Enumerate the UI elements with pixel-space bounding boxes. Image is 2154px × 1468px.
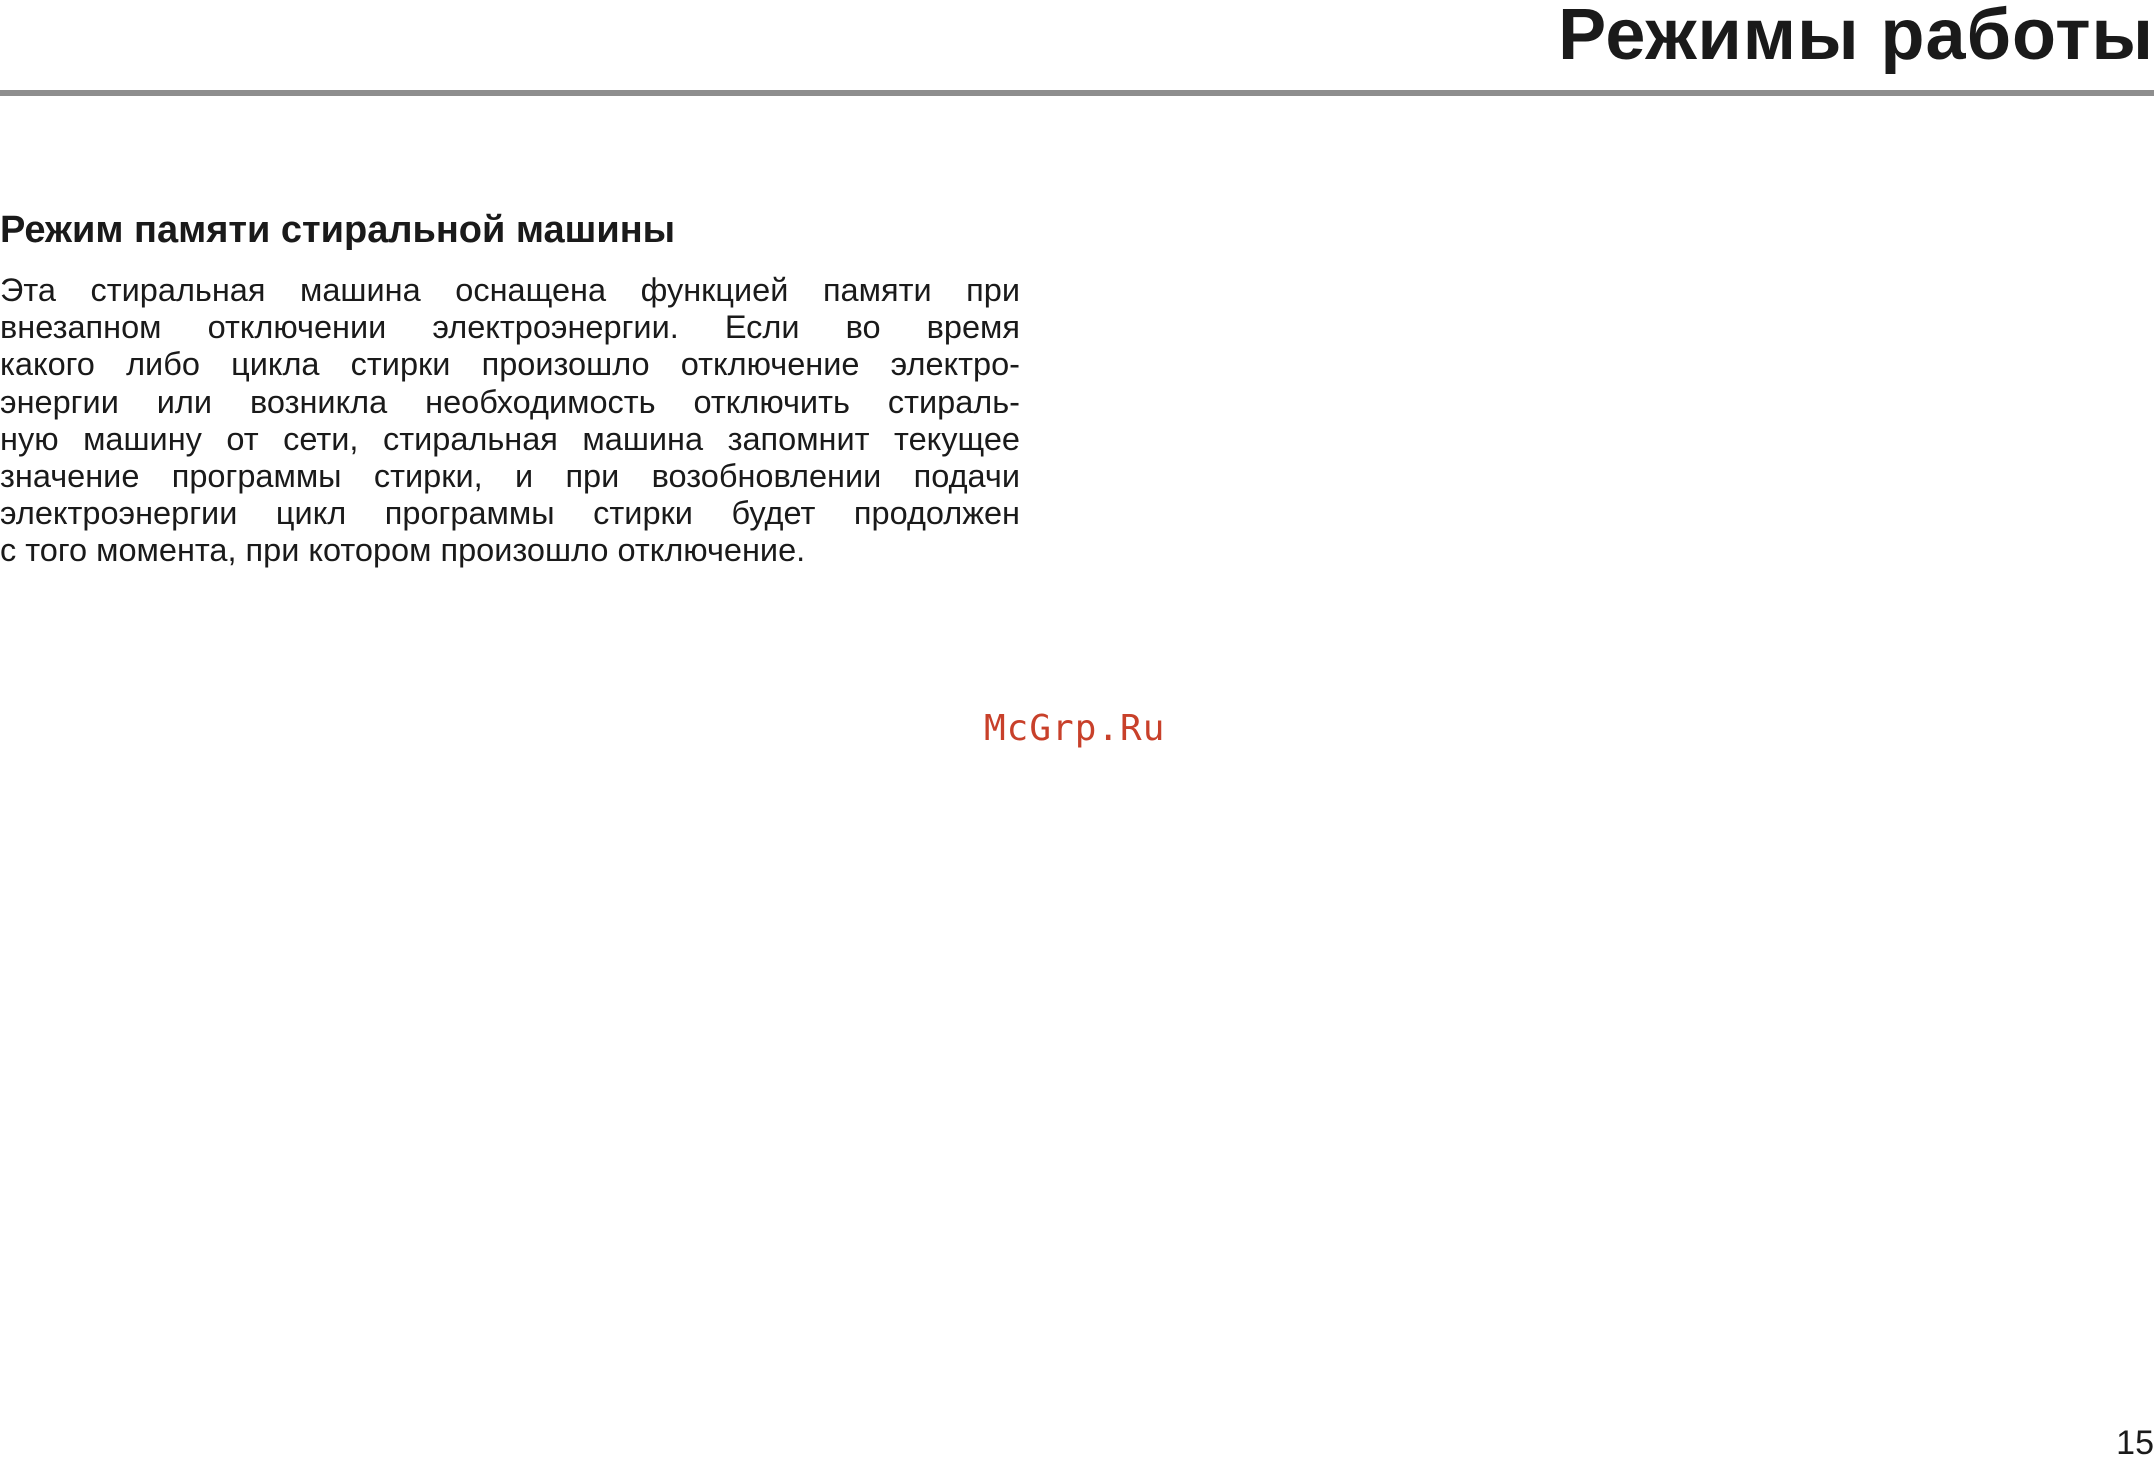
header-divider (0, 90, 2154, 96)
body-line: электроэнергии цикл программы стирки будет продолжен (0, 495, 1020, 532)
body-line: значение программы стирки, и при возобновлении подачи (0, 458, 1020, 495)
page-number: 15 (2116, 1424, 2154, 1462)
page-title: Режимы работы (1558, 0, 2154, 75)
body-line: ную машину от сети, стиральная машина запомнит текущее (0, 420, 1020, 457)
section-body (0, 272, 1020, 570)
body-line: с того момента, при котором произошло отключение. (0, 532, 806, 569)
body-line: внезапном отключении электроэнергии. Если во время (0, 309, 1020, 346)
body-line: энергии или возникла необходимость отключить стираль- (0, 383, 1020, 420)
section-heading: Режим памяти стиральной машины (0, 209, 676, 251)
watermark: McGrp.Ru (984, 708, 1166, 749)
body-line: Эта стиральная машина оснащена функцией памяти при (0, 272, 1020, 308)
body-line: какого либо цикла стирки произошло отключение электро- (0, 346, 1020, 383)
